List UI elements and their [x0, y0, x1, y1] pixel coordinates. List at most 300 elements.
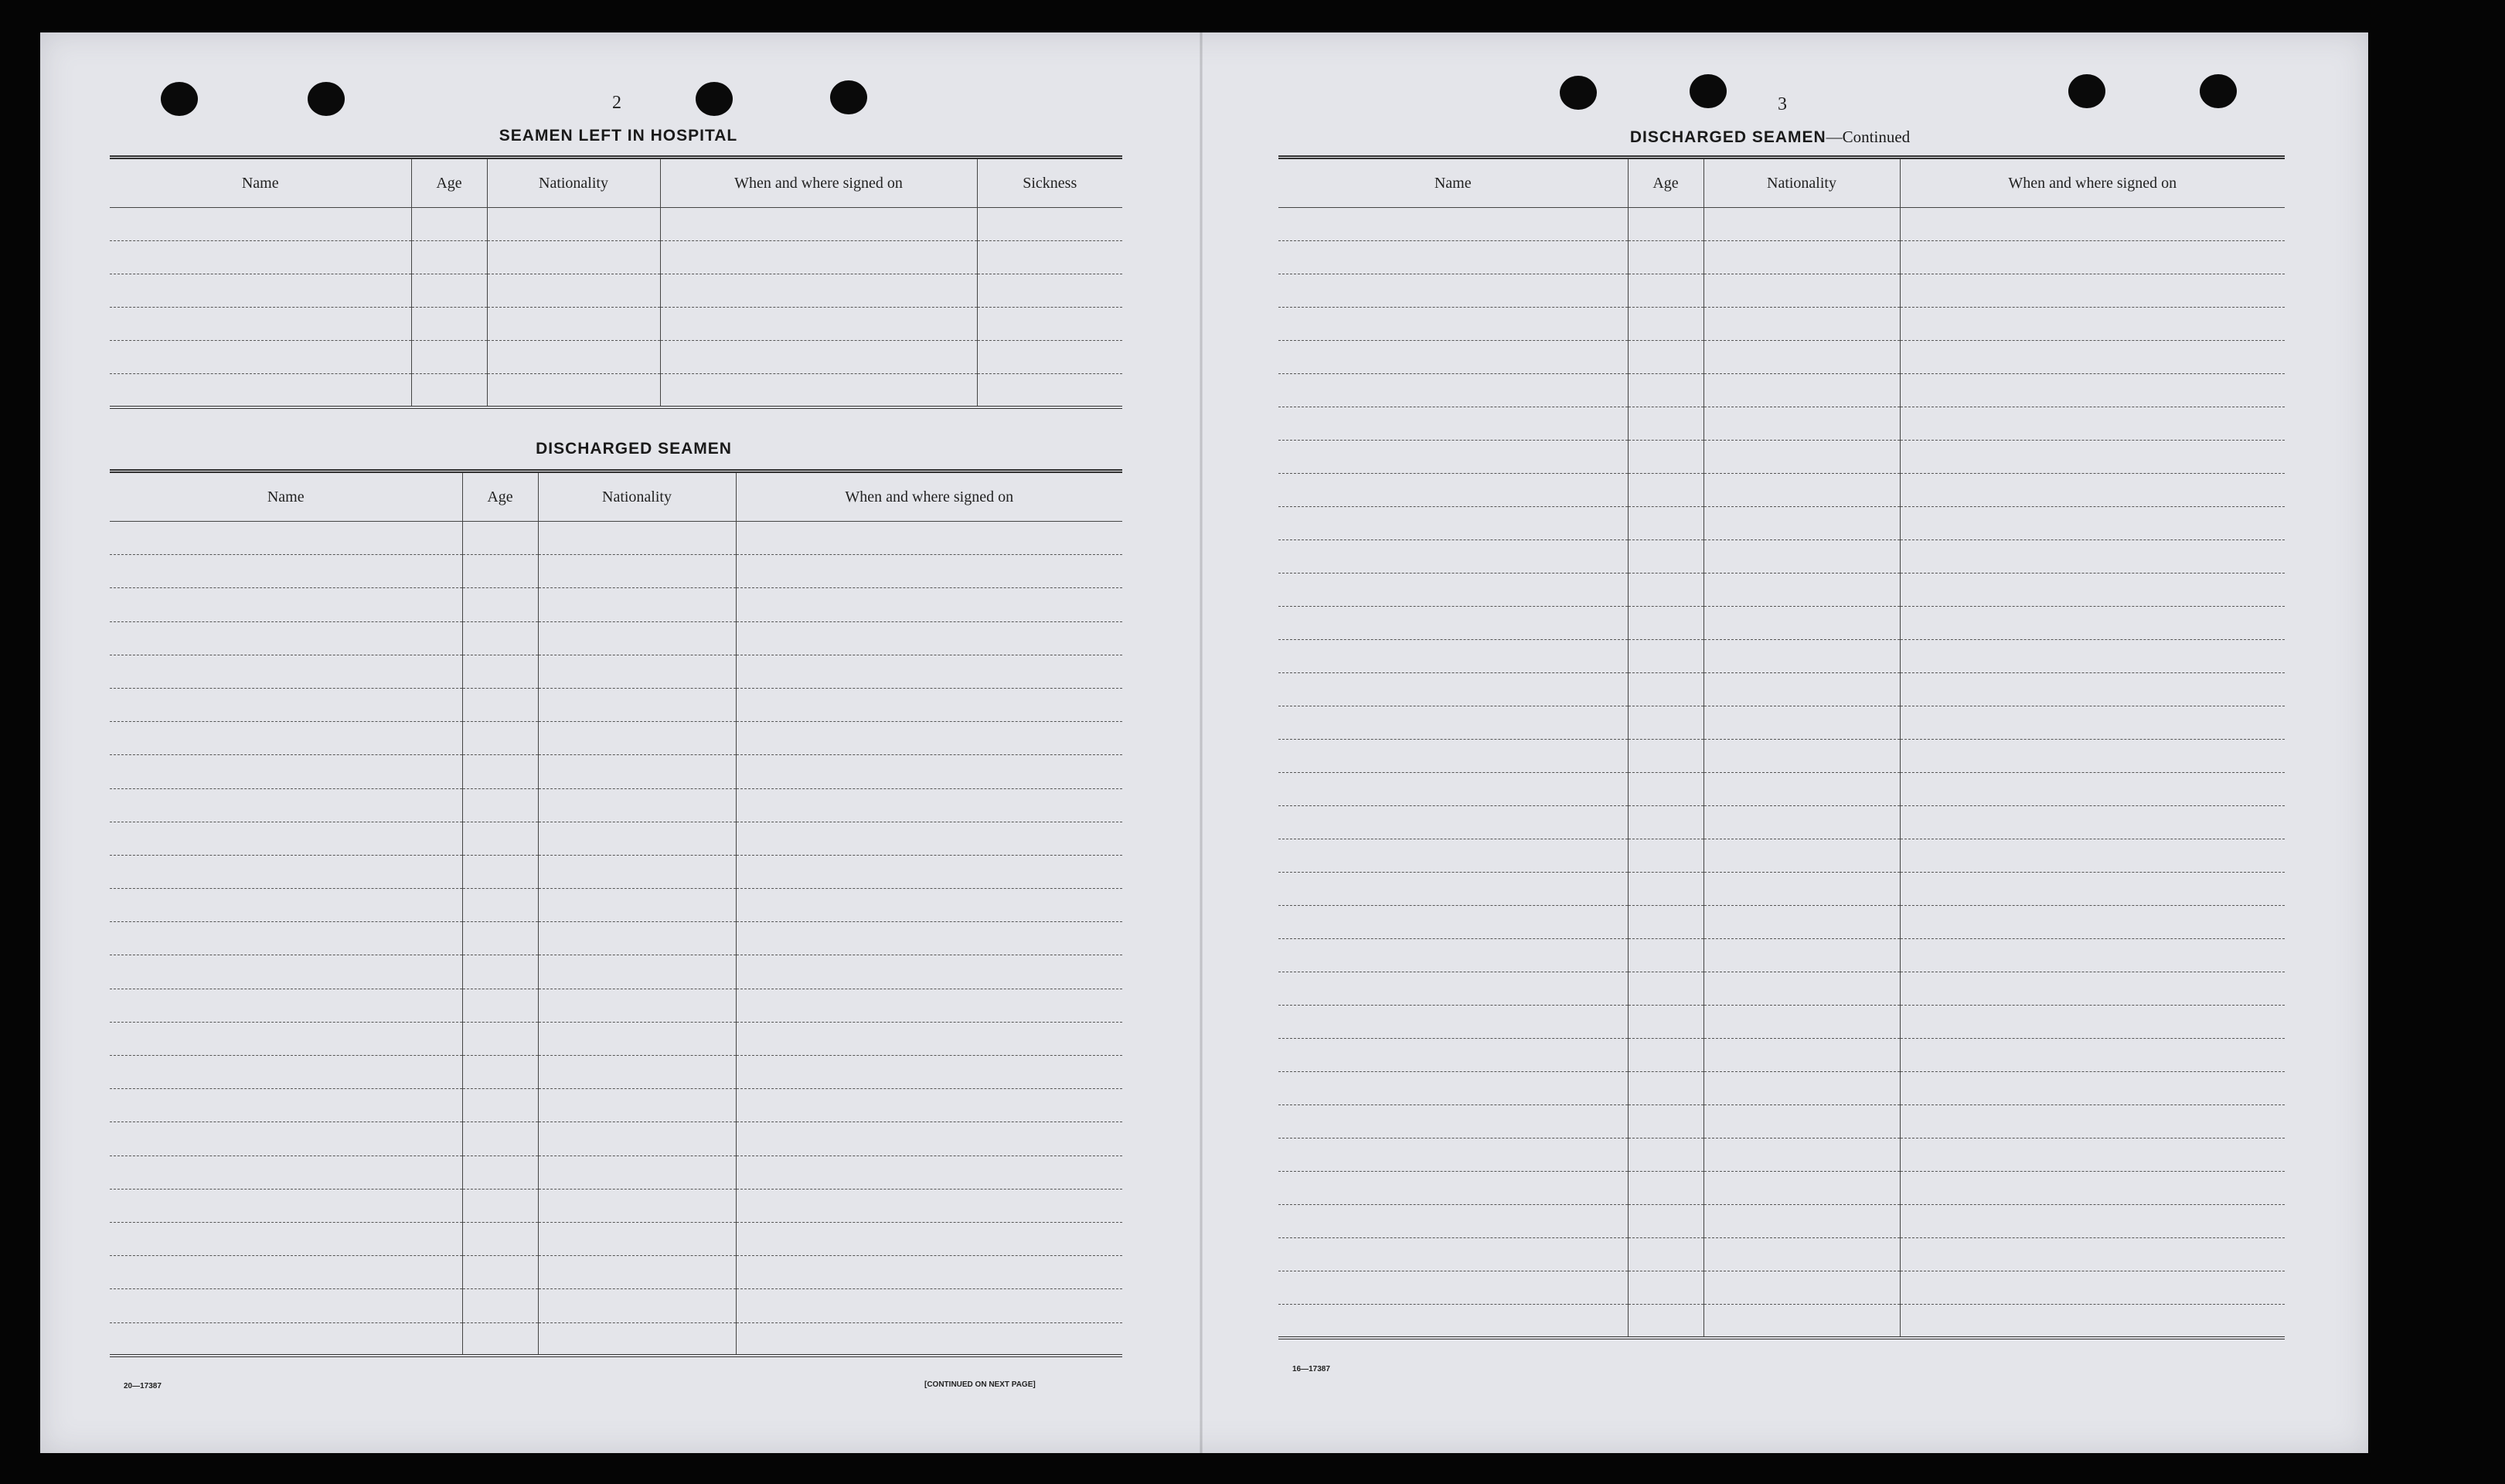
- table-row: [110, 621, 1122, 655]
- blank-cell: [1900, 241, 2285, 274]
- blank-cell: [110, 1122, 462, 1156]
- blank-cell: [110, 1022, 462, 1055]
- blank-cell: [736, 588, 1122, 621]
- blank-cell: [736, 722, 1122, 755]
- discharged-header-when-and-where-signed-on: When and where signed on: [736, 471, 1122, 522]
- blank-cell: [538, 1056, 736, 1089]
- blank-cell: [977, 208, 1122, 241]
- blank-cell: [538, 655, 736, 688]
- blank-cell: [462, 1189, 538, 1222]
- blank-cell: [1278, 607, 1628, 640]
- blank-cell: [1628, 208, 1703, 241]
- blank-cell: [1703, 806, 1900, 839]
- blank-cell: [736, 1322, 1122, 1356]
- blank-cell: [1628, 1105, 1703, 1139]
- blank-cell: [736, 655, 1122, 688]
- blank-cell: [462, 955, 538, 989]
- blank-cell: [1278, 773, 1628, 806]
- table-row: [110, 374, 1122, 407]
- blank-cell: [1703, 341, 1900, 374]
- blank-cell: [462, 688, 538, 721]
- blank-cell: [1628, 1305, 1703, 1338]
- blank-cell: [736, 755, 1122, 788]
- blank-cell: [411, 241, 487, 274]
- blank-cell: [736, 1122, 1122, 1156]
- table-row: [1278, 441, 2285, 474]
- blank-cell: [736, 1289, 1122, 1322]
- blank-cell: [1900, 208, 2285, 241]
- blank-cell: [110, 655, 462, 688]
- blank-cell: [462, 621, 538, 655]
- blank-cell: [1628, 474, 1703, 507]
- hospital-header-row: [110, 158, 1122, 208]
- table-row: [1278, 607, 2285, 640]
- blank-cell: [1703, 673, 1900, 706]
- blank-cell: [110, 822, 462, 855]
- punch-hole: [2068, 74, 2105, 108]
- blank-cell: [1628, 607, 1703, 640]
- blank-cell: [1703, 773, 1900, 806]
- blank-cell: [1703, 839, 1900, 873]
- table-row: [1278, 1172, 2285, 1205]
- blank-cell: [1900, 839, 2285, 873]
- blank-cell: [1278, 1105, 1628, 1139]
- blank-cell: [1703, 1305, 1900, 1338]
- blank-cell: [1628, 274, 1703, 308]
- table-row: [110, 1122, 1122, 1156]
- blank-cell: [110, 1289, 462, 1322]
- table-row: [1278, 1205, 2285, 1238]
- blank-cell: [1628, 407, 1703, 441]
- blank-cell: [110, 374, 411, 407]
- blank-cell: [1703, 574, 1900, 607]
- punch-hole: [830, 80, 867, 114]
- table-row: [110, 922, 1122, 955]
- discharged-header-name: Name: [110, 471, 462, 522]
- blank-cell: [1278, 706, 1628, 740]
- blank-cell: [110, 1056, 462, 1089]
- table-row: [1278, 374, 2285, 407]
- table-row: [1278, 341, 2285, 374]
- blank-cell: [1703, 374, 1900, 407]
- blank-cell: [1628, 1172, 1703, 1205]
- blank-cell: [1703, 208, 1900, 241]
- blank-cell: [1703, 1006, 1900, 1039]
- blank-cell: [736, 1056, 1122, 1089]
- blank-cell: [462, 655, 538, 688]
- blank-cell: [462, 588, 538, 621]
- blank-cell: [487, 374, 660, 407]
- blank-cell: [538, 855, 736, 888]
- table-row: [1278, 839, 2285, 873]
- blank-cell: [1900, 274, 2285, 308]
- hospital-table: [110, 155, 1122, 409]
- table-row: [1278, 972, 2285, 1006]
- blank-cell: [1278, 341, 1628, 374]
- hospital-header-name: Name: [110, 158, 411, 208]
- blank-cell: [110, 241, 411, 274]
- table-row: [1278, 640, 2285, 673]
- blank-cell: [487, 308, 660, 341]
- hospital-header-sickness: Sickness: [977, 158, 1122, 208]
- table-row: [110, 1056, 1122, 1089]
- blank-cell: [1628, 673, 1703, 706]
- blank-cell: [736, 1189, 1122, 1222]
- blank-cell: [538, 989, 736, 1022]
- table-row: [1278, 474, 2285, 507]
- blank-cell: [1278, 906, 1628, 939]
- blank-cell: [1900, 673, 2285, 706]
- blank-cell: [736, 788, 1122, 822]
- table-row: [110, 522, 1122, 555]
- blank-cell: [1703, 607, 1900, 640]
- blank-cell: [1703, 972, 1900, 1006]
- blank-cell: [736, 688, 1122, 721]
- table-row: [1278, 1105, 2285, 1139]
- blank-cell: [538, 1289, 736, 1322]
- blank-cell: [462, 1222, 538, 1255]
- punch-hole: [161, 82, 198, 116]
- blank-cell: [462, 555, 538, 588]
- blank-cell: [977, 241, 1122, 274]
- blank-cell: [1278, 1305, 1628, 1338]
- blank-cell: [110, 989, 462, 1022]
- blank-cell: [1628, 706, 1703, 740]
- blank-cell: [736, 522, 1122, 555]
- table-row: [1278, 407, 2285, 441]
- blank-cell: [411, 341, 487, 374]
- blank-cell: [538, 1322, 736, 1356]
- blank-cell: [538, 522, 736, 555]
- blank-cell: [736, 1156, 1122, 1189]
- form-number-left: 20—17387: [124, 1382, 162, 1390]
- table-row: [110, 1256, 1122, 1289]
- blank-cell: [462, 1322, 538, 1356]
- table-row: [1278, 706, 2285, 740]
- table-row: [1278, 1072, 2285, 1105]
- blank-cell: [1703, 873, 1900, 906]
- blank-cell: [1628, 1238, 1703, 1271]
- table-row: [110, 722, 1122, 755]
- discharged-continued-table: [1278, 155, 2285, 1339]
- hospital-section-title: SEAMEN LEFT IN HOSPITAL: [499, 127, 738, 145]
- blank-cell: [1703, 1039, 1900, 1072]
- blank-cell: [110, 621, 462, 655]
- table-row: [110, 889, 1122, 922]
- blank-cell: [1278, 507, 1628, 540]
- blank-cell: [462, 522, 538, 555]
- blank-cell: [462, 1089, 538, 1122]
- blank-cell: [1628, 972, 1703, 1006]
- blank-cell: [1278, 1072, 1628, 1105]
- blank-cell: [110, 341, 411, 374]
- blank-cell: [1703, 1205, 1900, 1238]
- blank-cell: [538, 1022, 736, 1055]
- blank-cell: [1900, 972, 2285, 1006]
- table-row: [110, 308, 1122, 341]
- table-row: [110, 1289, 1122, 1322]
- blank-cell: [1703, 1072, 1900, 1105]
- table-row: [110, 274, 1122, 308]
- blank-cell: [1628, 740, 1703, 773]
- blank-cell: [538, 1222, 736, 1255]
- blank-cell: [538, 722, 736, 755]
- blank-cell: [1278, 740, 1628, 773]
- blank-cell: [1900, 1006, 2285, 1039]
- blank-cell: [462, 822, 538, 855]
- table-row: [110, 688, 1122, 721]
- blank-cell: [110, 555, 462, 588]
- blank-cell: [487, 208, 660, 241]
- page-number-left: 2: [612, 93, 621, 113]
- blank-cell: [1278, 208, 1628, 241]
- blank-cell: [411, 274, 487, 308]
- blank-cell: [462, 889, 538, 922]
- blank-cell: [1278, 972, 1628, 1006]
- blank-cell: [538, 1122, 736, 1156]
- blank-cell: [1278, 374, 1628, 407]
- blank-cell: [462, 1056, 538, 1089]
- blank-cell: [462, 989, 538, 1022]
- table-row: [110, 1322, 1122, 1356]
- blank-cell: [538, 955, 736, 989]
- blank-cell: [1900, 1305, 2285, 1338]
- blank-cell: [1900, 1205, 2285, 1238]
- blank-cell: [110, 1222, 462, 1255]
- blank-cell: [110, 1256, 462, 1289]
- blank-cell: [1278, 873, 1628, 906]
- blank-cell: [1900, 308, 2285, 341]
- blank-cell: [411, 308, 487, 341]
- punch-hole: [308, 82, 345, 116]
- blank-cell: [1278, 1139, 1628, 1172]
- blank-cell: [736, 1256, 1122, 1289]
- blank-cell: [660, 374, 977, 407]
- blank-cell: [538, 1089, 736, 1122]
- blank-cell: [1278, 939, 1628, 972]
- blank-cell: [1628, 341, 1703, 374]
- blank-cell: [1278, 274, 1628, 308]
- blank-cell: [1900, 906, 2285, 939]
- blank-cell: [462, 788, 538, 822]
- table-row: [1278, 1271, 2285, 1305]
- continued-note: [CONTINUED ON NEXT PAGE]: [924, 1380, 1036, 1389]
- table-row: [1278, 1238, 2285, 1271]
- blank-cell: [1278, 640, 1628, 673]
- blank-cell: [538, 922, 736, 955]
- blank-cell: [538, 788, 736, 822]
- blank-cell: [538, 755, 736, 788]
- discharged-continued-title-text: DISCHARGED SEAMEN: [1629, 128, 1826, 146]
- blank-cell: [736, 555, 1122, 588]
- page-fold: [1200, 32, 1203, 1453]
- punch-hole: [696, 82, 733, 116]
- blank-cell: [1703, 407, 1900, 441]
- blank-cell: [110, 688, 462, 721]
- blank-cell: [736, 922, 1122, 955]
- table-row: [110, 1189, 1122, 1222]
- discharged-table: [110, 469, 1122, 1357]
- blank-cell: [1628, 806, 1703, 839]
- blank-cell: [110, 1189, 462, 1222]
- blank-cell: [1900, 441, 2285, 474]
- blank-cell: [736, 889, 1122, 922]
- discharged-header-nationality: Nationality: [538, 471, 736, 522]
- table-row: [110, 989, 1122, 1022]
- discharged-body: [110, 522, 1122, 1356]
- blank-cell: [462, 1156, 538, 1189]
- blank-cell: [1703, 507, 1900, 540]
- blank-cell: [538, 1189, 736, 1222]
- blank-cell: [538, 822, 736, 855]
- blank-cell: [1703, 1139, 1900, 1172]
- blank-cell: [1628, 540, 1703, 574]
- blank-cell: [1278, 1205, 1628, 1238]
- blank-cell: [1628, 839, 1703, 873]
- blank-cell: [1278, 1039, 1628, 1072]
- blank-cell: [1628, 241, 1703, 274]
- hospital-header-nationality: Nationality: [487, 158, 660, 208]
- blank-cell: [1900, 341, 2285, 374]
- table-row: [1278, 806, 2285, 839]
- blank-cell: [487, 241, 660, 274]
- blank-cell: [1900, 1139, 2285, 1172]
- blank-cell: [1703, 1271, 1900, 1305]
- continued-body: [1278, 208, 2285, 1338]
- blank-cell: [110, 922, 462, 955]
- table-row: [110, 1022, 1122, 1055]
- table-row: [110, 555, 1122, 588]
- blank-cell: [1703, 706, 1900, 740]
- blank-cell: [1628, 374, 1703, 407]
- blank-cell: [1628, 308, 1703, 341]
- blank-cell: [538, 688, 736, 721]
- table-row: [110, 955, 1122, 989]
- discharged-header-row: [110, 471, 1122, 522]
- blank-cell: [110, 889, 462, 922]
- hospital-header-when-and-where-signed-on: When and where signed on: [660, 158, 977, 208]
- blank-cell: [1628, 1139, 1703, 1172]
- blank-cell: [1900, 507, 2285, 540]
- blank-cell: [110, 1156, 462, 1189]
- blank-cell: [1900, 939, 2285, 972]
- blank-cell: [1703, 540, 1900, 574]
- blank-cell: [1703, 906, 1900, 939]
- blank-cell: [110, 955, 462, 989]
- blank-cell: [462, 1256, 538, 1289]
- table-row: [1278, 507, 2285, 540]
- blank-cell: [110, 522, 462, 555]
- blank-cell: [1278, 474, 1628, 507]
- blank-cell: [1628, 640, 1703, 673]
- table-row: [1278, 574, 2285, 607]
- blank-cell: [1278, 241, 1628, 274]
- table-row: [110, 1156, 1122, 1189]
- table-row: [1278, 939, 2285, 972]
- blank-cell: [1628, 441, 1703, 474]
- blank-cell: [1278, 806, 1628, 839]
- table-row: [110, 788, 1122, 822]
- blank-cell: [1900, 1105, 2285, 1139]
- blank-cell: [1628, 773, 1703, 806]
- blank-cell: [1703, 441, 1900, 474]
- blank-cell: [736, 989, 1122, 1022]
- blank-cell: [538, 1256, 736, 1289]
- blank-cell: [1703, 740, 1900, 773]
- blank-cell: [110, 855, 462, 888]
- blank-cell: [462, 755, 538, 788]
- blank-cell: [977, 274, 1122, 308]
- table-row: [1278, 274, 2285, 308]
- blank-cell: [487, 341, 660, 374]
- blank-cell: [1278, 308, 1628, 341]
- page-number-right: 3: [1778, 94, 1787, 114]
- table-row: [1278, 873, 2285, 906]
- blank-cell: [1900, 873, 2285, 906]
- blank-cell: [462, 1122, 538, 1156]
- table-row: [110, 588, 1122, 621]
- blank-cell: [1900, 706, 2285, 740]
- blank-cell: [1703, 640, 1900, 673]
- blank-cell: [1628, 1072, 1703, 1105]
- blank-cell: [110, 722, 462, 755]
- hospital-body: [110, 208, 1122, 407]
- blank-cell: [660, 208, 977, 241]
- blank-cell: [1900, 1238, 2285, 1271]
- blank-cell: [1628, 1039, 1703, 1072]
- blank-cell: [1278, 407, 1628, 441]
- table-row: [1278, 1305, 2285, 1338]
- blank-cell: [411, 208, 487, 241]
- table-row: [110, 241, 1122, 274]
- blank-cell: [1628, 1271, 1703, 1305]
- blank-cell: [1278, 574, 1628, 607]
- blank-cell: [462, 1289, 538, 1322]
- table-row: [1278, 208, 2285, 241]
- blank-cell: [1278, 1238, 1628, 1271]
- blank-cell: [462, 722, 538, 755]
- blank-cell: [1278, 1006, 1628, 1039]
- punch-hole: [1690, 74, 1727, 108]
- blank-cell: [1900, 1072, 2285, 1105]
- form-number-right: 16—17387: [1292, 1365, 1330, 1373]
- blank-cell: [1703, 1238, 1900, 1271]
- blank-cell: [660, 341, 977, 374]
- table-row: [1278, 540, 2285, 574]
- blank-cell: [462, 922, 538, 955]
- blank-cell: [1628, 939, 1703, 972]
- blank-cell: [110, 308, 411, 341]
- blank-cell: [736, 621, 1122, 655]
- blank-cell: [1900, 740, 2285, 773]
- blank-cell: [1628, 1006, 1703, 1039]
- blank-cell: [1900, 374, 2285, 407]
- table-row: [110, 1089, 1122, 1122]
- blank-cell: [110, 588, 462, 621]
- table-row: [1278, 1139, 2285, 1172]
- table-row: [1278, 241, 2285, 274]
- table-row: [110, 855, 1122, 888]
- continued-header-when-and-where-signed-on: When and where signed on: [1900, 158, 2285, 208]
- blank-cell: [1628, 507, 1703, 540]
- table-row: [110, 655, 1122, 688]
- discharged-continued-title: [1584, 128, 1955, 147]
- blank-cell: [1278, 1271, 1628, 1305]
- blank-cell: [110, 755, 462, 788]
- table-row: [110, 1222, 1122, 1255]
- continued-header-age: Age: [1628, 158, 1703, 208]
- table-row: [1278, 740, 2285, 773]
